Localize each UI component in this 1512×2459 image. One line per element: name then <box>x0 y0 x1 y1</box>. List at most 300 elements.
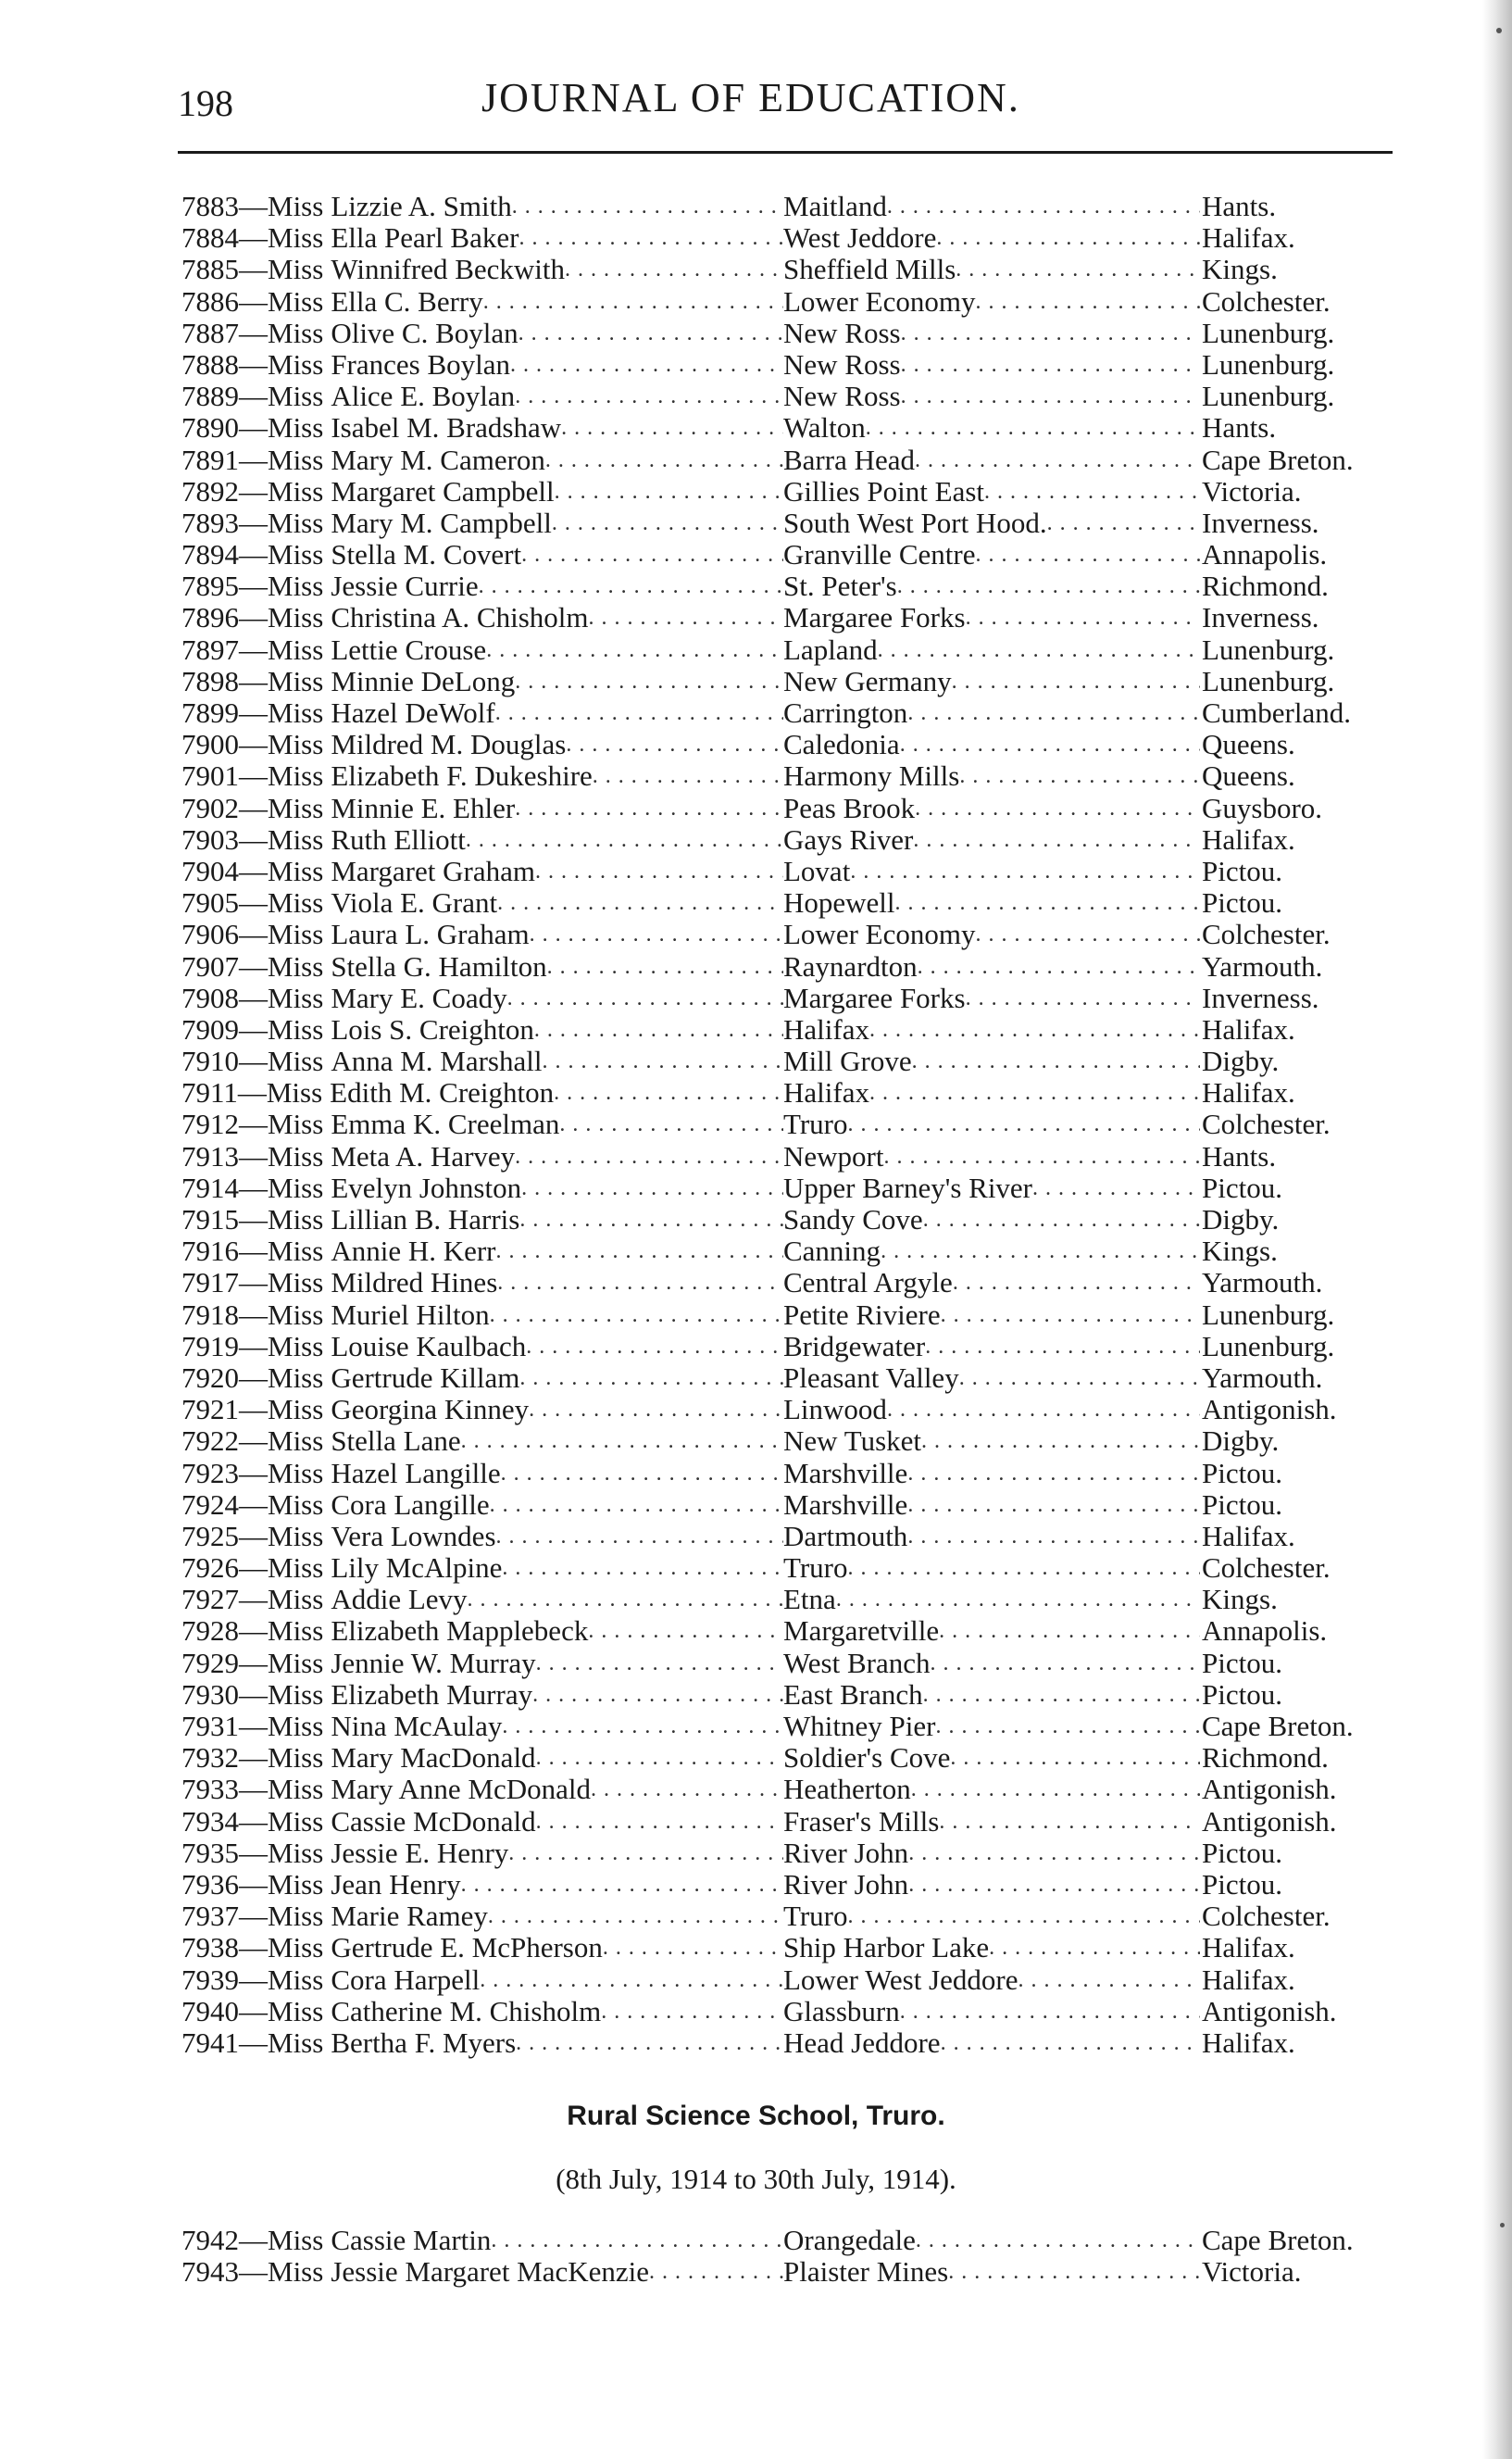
title-prefix: Miss <box>268 1139 324 1173</box>
name-column <box>181 1996 783 2027</box>
roster-entry <box>181 571 1413 602</box>
dot-leader <box>515 793 783 824</box>
entry-dash: — <box>239 316 268 349</box>
place-column <box>783 1932 1200 1963</box>
school-place: Dartmouth <box>783 1519 908 1552</box>
teacher-name: Jennie W. Murray <box>331 1646 536 1679</box>
entry-number: 7902 <box>181 791 239 824</box>
title-prefix: Miss <box>268 1551 324 1585</box>
place-column <box>783 2256 1200 2288</box>
school-place: Soldier's Cove <box>783 1741 951 1775</box>
place-column <box>783 412 1200 444</box>
title-prefix: Miss <box>268 1931 324 1964</box>
school-place: Halifax <box>783 1012 869 1046</box>
teacher-name: Gertrude E. McPherson <box>331 1931 603 1964</box>
title-prefix: Miss <box>268 601 324 634</box>
county: Richmond. <box>1202 570 1329 603</box>
dot-leader <box>921 1425 1200 1457</box>
school-place: Harmony Mills <box>783 759 960 793</box>
teacher-name: Marie Ramey <box>331 1900 488 1933</box>
entry-number: 7942 <box>181 2224 239 2256</box>
county: Hants. <box>1202 411 1277 445</box>
school-place: Sheffield Mills <box>783 253 956 286</box>
name-column <box>181 445 783 476</box>
dot-leader <box>536 1648 783 1679</box>
school-place: Ship Harbor Lake <box>783 1931 990 1964</box>
dot-leader <box>603 1932 783 1963</box>
title-prefix: Miss <box>268 1963 324 1996</box>
entry-dash: — <box>239 1900 268 1933</box>
county: Lunenburg. <box>1202 1329 1335 1362</box>
school-place: Mill Grove <box>783 1045 912 1078</box>
school-place: Heatherton <box>783 1773 911 1806</box>
county: Annapolis. <box>1202 538 1328 571</box>
county: Victoria. <box>1202 2255 1302 2289</box>
teacher-name: Margaret Campbell <box>331 474 555 508</box>
teacher-name: Jessie Currie <box>331 570 479 603</box>
roster-entry <box>181 445 1413 476</box>
school-place: Maitland <box>783 190 887 222</box>
name-column <box>181 1648 783 1679</box>
place-column <box>783 508 1200 539</box>
school-place: Pleasant Valley <box>783 1361 959 1394</box>
dot-leader <box>836 1584 1200 1615</box>
teacher-name: Isabel M. Bradshaw <box>331 411 562 445</box>
dot-leader <box>496 1521 783 1552</box>
county: Cape Breton. <box>1202 2224 1354 2256</box>
place-column <box>783 2225 1200 2256</box>
roster-entry <box>181 1869 1413 1901</box>
name-column <box>181 1869 783 1901</box>
teacher-name: Mary Anne McDonald <box>331 1773 591 1806</box>
place-column <box>783 1742 1200 1774</box>
dot-leader <box>881 1236 1200 1267</box>
entry-dash: — <box>239 1266 268 1299</box>
dot-leader <box>941 2027 1200 2059</box>
entry-number: 7913 <box>181 1139 239 1173</box>
roster-entry <box>181 634 1413 666</box>
county: Yarmouth. <box>1202 1266 1323 1299</box>
entry-number: 7921 <box>181 1393 239 1426</box>
roster-entry <box>181 2027 1413 2059</box>
entry-number: 7930 <box>181 1677 239 1711</box>
place-column <box>783 634 1200 666</box>
name-column <box>181 222 783 254</box>
teacher-name: Minnie DeLong <box>331 664 516 697</box>
name-column <box>181 919 783 950</box>
entry-number: 7908 <box>181 981 239 1014</box>
entry-number: 7883 <box>181 190 239 222</box>
dot-leader <box>907 1489 1200 1521</box>
school-place: Fraser's Mills <box>783 1804 940 1838</box>
dot-leader <box>515 666 783 697</box>
entry-number: 7943 <box>181 2255 239 2289</box>
roster-entry <box>181 1394 1413 1425</box>
name-column <box>181 1584 783 1615</box>
dot-leader <box>496 1236 783 1267</box>
dot-leader <box>588 602 783 634</box>
entry-number: 7899 <box>181 696 239 729</box>
name-column <box>181 254 783 285</box>
teacher-name: Ella C. Berry <box>331 284 483 318</box>
dot-leader <box>897 571 1200 602</box>
dot-leader <box>521 539 783 571</box>
dot-leader <box>989 1932 1200 1963</box>
dot-leader <box>461 1425 783 1457</box>
dot-leader <box>959 1362 1200 1394</box>
dot-leader <box>908 1869 1200 1901</box>
title-prefix: Miss <box>266 1076 323 1110</box>
roster-entry <box>181 1489 1413 1521</box>
teacher-name: Stella G. Hamilton <box>331 949 547 983</box>
name-column <box>181 1204 783 1236</box>
teacher-name: Addie Levy <box>331 1583 468 1616</box>
name-column <box>181 412 783 444</box>
title-prefix: Miss <box>268 1393 324 1426</box>
name-column <box>181 951 783 983</box>
name-column <box>181 1552 783 1584</box>
school-place: Central Argyle <box>783 1266 953 1299</box>
place-column <box>783 476 1200 508</box>
school-place: Petite Riviere <box>783 1298 941 1331</box>
county: Colchester. <box>1202 284 1331 318</box>
title-prefix: Miss <box>268 1710 324 1742</box>
roster-entry <box>181 1141 1413 1173</box>
county: Yarmouth. <box>1202 949 1323 983</box>
name-column <box>181 793 783 824</box>
entry-dash: — <box>239 506 268 539</box>
entry-dash: — <box>239 443 268 476</box>
entry-dash: — <box>239 759 268 793</box>
school-place: Linwood <box>783 1393 887 1426</box>
entry-number: 7941 <box>181 2026 239 2059</box>
dot-leader <box>491 2225 783 2256</box>
roster-entry <box>181 1077 1413 1109</box>
school-place: Etna <box>783 1583 836 1616</box>
name-column <box>181 1774 783 1805</box>
title-prefix: Miss <box>268 1614 324 1648</box>
county: Digby. <box>1202 1045 1280 1078</box>
place-column <box>783 1331 1200 1362</box>
county: Pictou. <box>1202 1646 1282 1679</box>
place-column <box>783 951 1200 983</box>
title-prefix: Miss <box>268 1741 324 1775</box>
dot-leader <box>519 1362 783 1394</box>
roster-entry <box>181 1996 1413 2027</box>
entry-number: 7939 <box>181 1963 239 1996</box>
entry-number: 7917 <box>181 1266 239 1299</box>
roster-entry <box>181 412 1413 444</box>
entry-number: 7910 <box>181 1045 239 1078</box>
entry-dash: — <box>239 601 268 634</box>
teacher-name: Georgina Kinney <box>331 1393 530 1426</box>
teacher-name: Cassie McDonald <box>331 1804 536 1838</box>
entry-number: 7904 <box>181 854 239 887</box>
entry-dash: — <box>239 1424 268 1458</box>
entry-number: 7938 <box>181 1931 239 1964</box>
place-column <box>783 349 1200 381</box>
name-column <box>181 1141 783 1173</box>
school-place: Caledonia <box>783 728 900 761</box>
county: Annapolis. <box>1202 1614 1328 1648</box>
dot-leader <box>559 1109 783 1140</box>
dot-leader <box>923 1204 1200 1236</box>
roster-entry <box>181 1838 1413 1869</box>
entry-dash: — <box>239 1994 268 2027</box>
teacher-name: Hazel DeWolf <box>331 696 495 729</box>
roster-entry <box>181 222 1413 254</box>
name-column <box>181 1806 783 1838</box>
place-column <box>783 318 1200 349</box>
dot-leader <box>649 2256 783 2288</box>
school-place: Truro <box>783 1551 848 1585</box>
roster-entry <box>181 318 1413 349</box>
dot-leader <box>490 1489 783 1521</box>
dot-leader <box>869 1014 1200 1046</box>
dot-leader <box>911 1774 1200 1805</box>
county: Halifax. <box>1202 221 1295 255</box>
teacher-name: Emma K. Creelman <box>331 1108 560 1141</box>
county: Pictou. <box>1202 1836 1282 1869</box>
dot-leader <box>483 286 783 318</box>
entry-dash: — <box>239 728 268 761</box>
roster-entry <box>181 1964 1413 1996</box>
entry-number: 7903 <box>181 822 239 856</box>
entry-dash: — <box>239 538 268 571</box>
county: Colchester. <box>1202 1551 1331 1585</box>
school-place: Head Jeddore <box>783 2026 941 2059</box>
county: Cape Breton. <box>1202 443 1354 476</box>
county: Cumberland. <box>1202 696 1351 729</box>
roster-entry <box>181 254 1413 285</box>
teacher-name: Laura L. Graham <box>331 918 530 951</box>
place-column <box>783 1109 1200 1140</box>
roster-entry <box>181 1932 1413 1963</box>
county: Lunenburg. <box>1202 1298 1335 1331</box>
place-column <box>783 729 1200 760</box>
place-column <box>783 539 1200 571</box>
entry-number: 7895 <box>181 570 239 603</box>
place-column <box>783 1679 1200 1711</box>
school-place: Walton <box>783 411 866 445</box>
roster-entry <box>181 1173 1413 1204</box>
place-column <box>783 2027 1200 2059</box>
title-prefix: Miss <box>268 443 324 476</box>
print-speck <box>1500 2223 1505 2227</box>
teacher-name: Mary M. Cameron <box>331 443 545 476</box>
dot-leader <box>908 1838 1200 1869</box>
place-column <box>783 1173 1200 1204</box>
dot-leader <box>950 1742 1200 1774</box>
school-place: Marshville <box>783 1487 908 1521</box>
title-prefix: Miss <box>268 474 324 508</box>
dot-leader <box>561 412 783 444</box>
teacher-name: Stella Lane <box>331 1424 461 1458</box>
title-prefix: Miss <box>268 253 324 286</box>
dot-leader <box>497 887 783 919</box>
teacher-name: Hazel Langille <box>331 1456 501 1489</box>
entry-number: 7928 <box>181 1614 239 1648</box>
entry-number: 7923 <box>181 1456 239 1489</box>
dot-leader <box>959 760 1200 792</box>
entry-dash: — <box>237 1076 267 1110</box>
place-column <box>783 1838 1200 1869</box>
dot-leader <box>916 2225 1200 2256</box>
school-place: Whitney Pier <box>783 1710 936 1742</box>
title-prefix: Miss <box>268 538 324 571</box>
school-place: Glassburn <box>783 1994 900 2027</box>
title-prefix: Miss <box>268 1203 324 1236</box>
place-column <box>783 1901 1200 1932</box>
entry-dash: — <box>239 1519 268 1552</box>
dot-leader <box>507 983 783 1014</box>
title-prefix: Miss <box>268 949 324 983</box>
teacher-name: Ruth Elliott <box>331 822 466 856</box>
title-prefix: Miss <box>268 886 324 920</box>
title-prefix: Miss <box>268 1045 324 1078</box>
county: Lunenburg. <box>1202 347 1335 381</box>
entry-number: 7889 <box>181 380 239 413</box>
place-column <box>783 602 1200 634</box>
roster-entry <box>181 1425 1413 1457</box>
county: Digby. <box>1202 1424 1280 1458</box>
title-prefix: Miss <box>268 633 324 666</box>
place-column <box>783 824 1200 856</box>
teacher-name: Elizabeth F. Dukeshire <box>331 759 593 793</box>
place-column <box>783 1774 1200 1805</box>
school-place: South West Port Hood. <box>783 506 1047 539</box>
teacher-name: Christina A. Chisholm <box>331 601 589 634</box>
place-column <box>783 1141 1200 1173</box>
roster-entry <box>181 1742 1413 1774</box>
entry-number: 7920 <box>181 1361 239 1394</box>
name-column <box>181 476 783 508</box>
name-column <box>181 1932 783 1963</box>
entry-number: 7911 <box>181 1076 238 1110</box>
place-column <box>783 1996 1200 2027</box>
dot-leader <box>869 1077 1200 1109</box>
county: Victoria. <box>1202 474 1302 508</box>
entry-dash: — <box>239 633 268 666</box>
dot-leader <box>488 1901 783 1932</box>
school-place: Gays River <box>783 822 914 856</box>
county: Kings. <box>1202 1235 1278 1268</box>
entry-number: 7931 <box>181 1710 239 1742</box>
entry-dash: — <box>239 664 268 697</box>
dot-leader <box>555 476 783 508</box>
county: Antigonish. <box>1202 1994 1337 2027</box>
entry-number: 7905 <box>181 886 239 920</box>
school-place: New Ross <box>783 380 901 413</box>
teacher-name: Vera Lowndes <box>331 1519 496 1552</box>
county: Cape Breton. <box>1202 1710 1354 1742</box>
title-prefix: Miss <box>268 411 324 445</box>
dot-leader <box>975 539 1200 571</box>
entry-dash: — <box>239 1171 268 1204</box>
roster-entry <box>181 1299 1413 1331</box>
dot-leader <box>915 793 1200 824</box>
dot-leader <box>907 1521 1200 1552</box>
place-column <box>783 1394 1200 1425</box>
roster-entry <box>181 1711 1413 1742</box>
entry-dash: — <box>239 696 268 729</box>
title-prefix: Miss <box>268 1646 324 1679</box>
name-column <box>181 856 783 887</box>
school-place: Raynardton <box>783 949 918 983</box>
roster-entry <box>181 1806 1413 1838</box>
name-column <box>181 1711 783 1742</box>
dot-leader <box>915 445 1200 476</box>
teacher-name: Stella M. Covert <box>331 538 522 571</box>
name-column <box>181 666 783 697</box>
entry-dash: — <box>239 1551 268 1585</box>
school-place: Halifax <box>783 1076 869 1110</box>
dot-leader <box>900 1996 1200 2027</box>
school-place: Canning <box>783 1235 881 1268</box>
dot-leader <box>512 191 783 222</box>
name-column <box>181 2027 783 2059</box>
dot-leader <box>565 254 783 285</box>
county: Lunenburg. <box>1202 380 1335 413</box>
name-column <box>181 1267 783 1299</box>
place-column <box>783 254 1200 285</box>
school-place: West Branch <box>783 1646 931 1679</box>
roster-entry <box>181 1046 1413 1077</box>
county: Pictou. <box>1202 1456 1282 1489</box>
entry-dash: — <box>239 1203 268 1236</box>
teacher-name: Lily McAlpine <box>331 1551 503 1585</box>
name-column <box>181 1489 783 1521</box>
name-column <box>181 571 783 602</box>
entry-number: 7922 <box>181 1424 239 1458</box>
school-place: New Ross <box>783 316 901 349</box>
school-place: Lapland <box>783 633 878 666</box>
county: Lunenburg. <box>1202 664 1335 697</box>
title-prefix: Miss <box>268 822 324 856</box>
entry-dash: — <box>239 474 268 508</box>
entry-number: 7892 <box>181 474 239 508</box>
title-prefix: Miss <box>268 2224 324 2256</box>
dot-leader <box>939 1615 1200 1647</box>
dot-leader <box>466 824 783 856</box>
entry-number: 7940 <box>181 1994 239 2027</box>
roster-entry <box>181 856 1413 887</box>
name-column <box>181 602 783 634</box>
teacher-name: Evelyn Johnston <box>331 1171 522 1204</box>
title-prefix: Miss <box>268 1804 324 1838</box>
entry-dash: — <box>239 854 268 887</box>
roster-entry <box>181 476 1413 508</box>
teacher-name: Lettie Crouse <box>331 633 487 666</box>
entry-dash: — <box>239 1773 268 1806</box>
teacher-name: Margaret Graham <box>331 854 535 887</box>
dot-leader <box>502 1711 783 1742</box>
teacher-name: Annie H. Kerr <box>331 1235 496 1268</box>
county: Antigonish. <box>1202 1393 1337 1426</box>
entry-number: 7909 <box>181 1012 239 1046</box>
place-column <box>783 697 1200 729</box>
dot-leader <box>941 1299 1200 1331</box>
entry-number: 7918 <box>181 1298 239 1331</box>
school-place: New Tusket <box>783 1424 922 1458</box>
roster-entry <box>181 1458 1413 1489</box>
dot-leader <box>526 1331 783 1362</box>
name-column <box>181 1394 783 1425</box>
title-prefix: Miss <box>268 981 324 1014</box>
entry-dash: — <box>239 1012 268 1046</box>
roster-entry <box>181 760 1413 792</box>
print-speck <box>1496 28 1502 33</box>
